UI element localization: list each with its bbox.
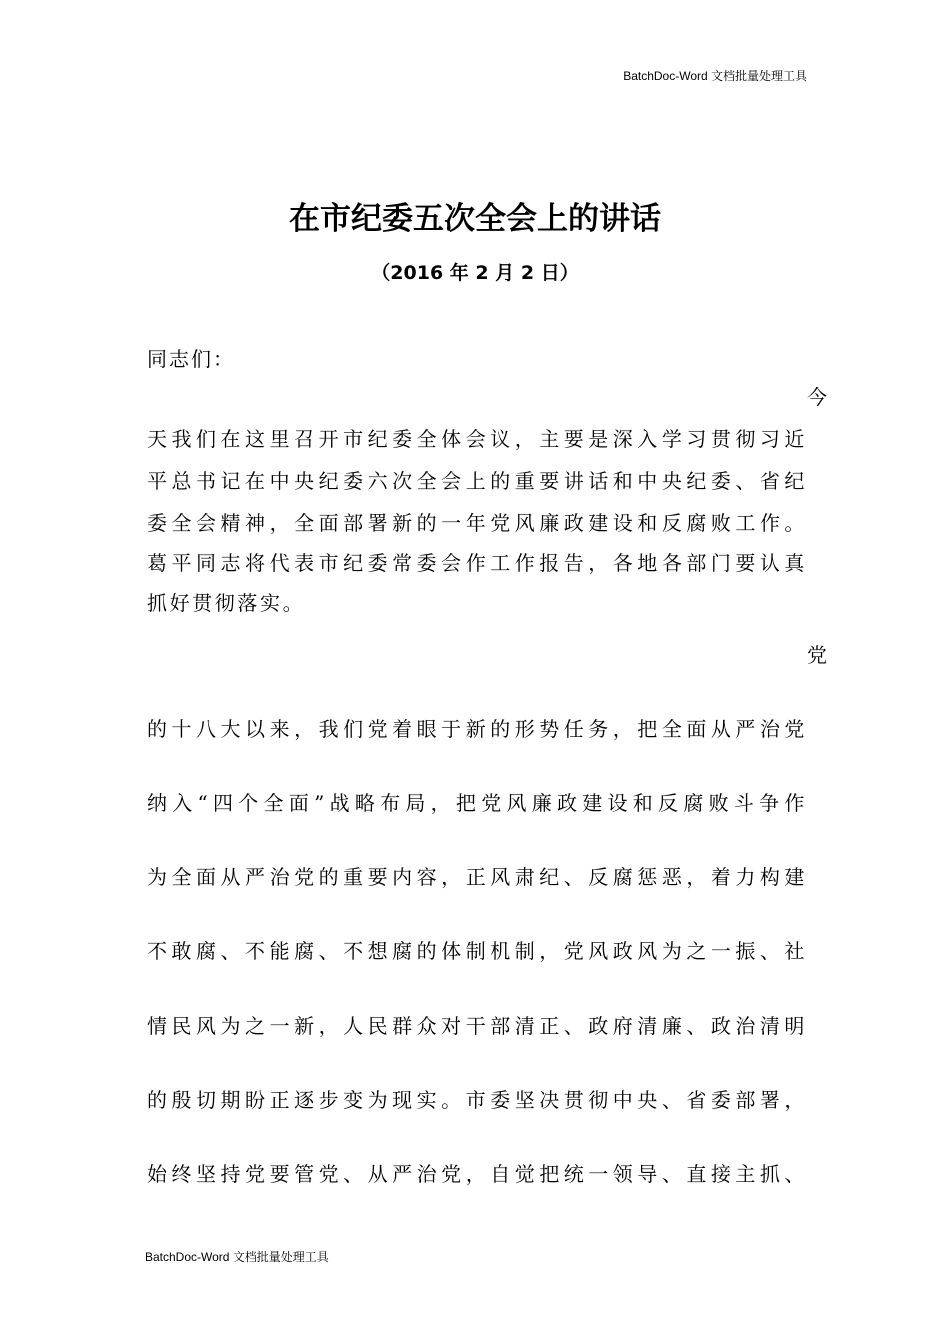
paragraph2-line: 始终坚持党要管党、从严治党，自觉把统一领导、直接主抓、 [147,1162,807,1186]
page-header: BatchDoc-Word 文档批量处理工具 [623,69,807,83]
paragraph2-line: 情民风为之一新，人民群众对干部清正、政府清廉、政治清明 [147,1014,807,1038]
paragraph2-line: 的殷切期盼正逐步变为现实。市委坚决贯彻中央、省委部署， [147,1088,807,1112]
document-date: （2016 年 2 月 2 日） [371,262,579,284]
greeting: 同志们： [147,347,235,371]
paragraph2-line: 不敢腐、不能腐、不想腐的体制机制，党风政风为之一振、社 [147,939,807,963]
page-footer: BatchDoc-Word 文档批量处理工具 [145,1250,329,1264]
paragraph2-line: 的十八大以来，我们党着眼于新的形势任务，把全面从严治党 [147,717,807,741]
paragraph1-first-char: 今 [807,385,827,409]
paragraph1-line: 抓好贯彻落实。 [147,591,306,615]
paragraph2-line: 为全面从严治党的重要内容，正风肃纪、反腐惩恶，着力构建 [147,865,807,889]
paragraph2-line: 纳入“四个全面”战略布局，把党风廉政建设和反腐败斗争作 [147,791,807,815]
paragraph1-line: 葛平同志将代表市纪委常委会作工作报告，各地各部门要认真 [147,551,807,575]
paragraph1-line: 平总书记在中央纪委六次全会上的重要讲话和中央纪委、省纪 [147,469,807,493]
paragraph2-first-char: 党 [807,643,827,667]
document-title: 在市纪委五次全会上的讲话 [289,201,661,237]
paragraph1-line: 委全会精神，全面部署新的一年党风廉政建设和反腐败工作。 [147,511,807,535]
paragraph1-line: 天我们在这里召开市纪委全体会议，主要是深入学习贯彻习近 [147,427,807,451]
